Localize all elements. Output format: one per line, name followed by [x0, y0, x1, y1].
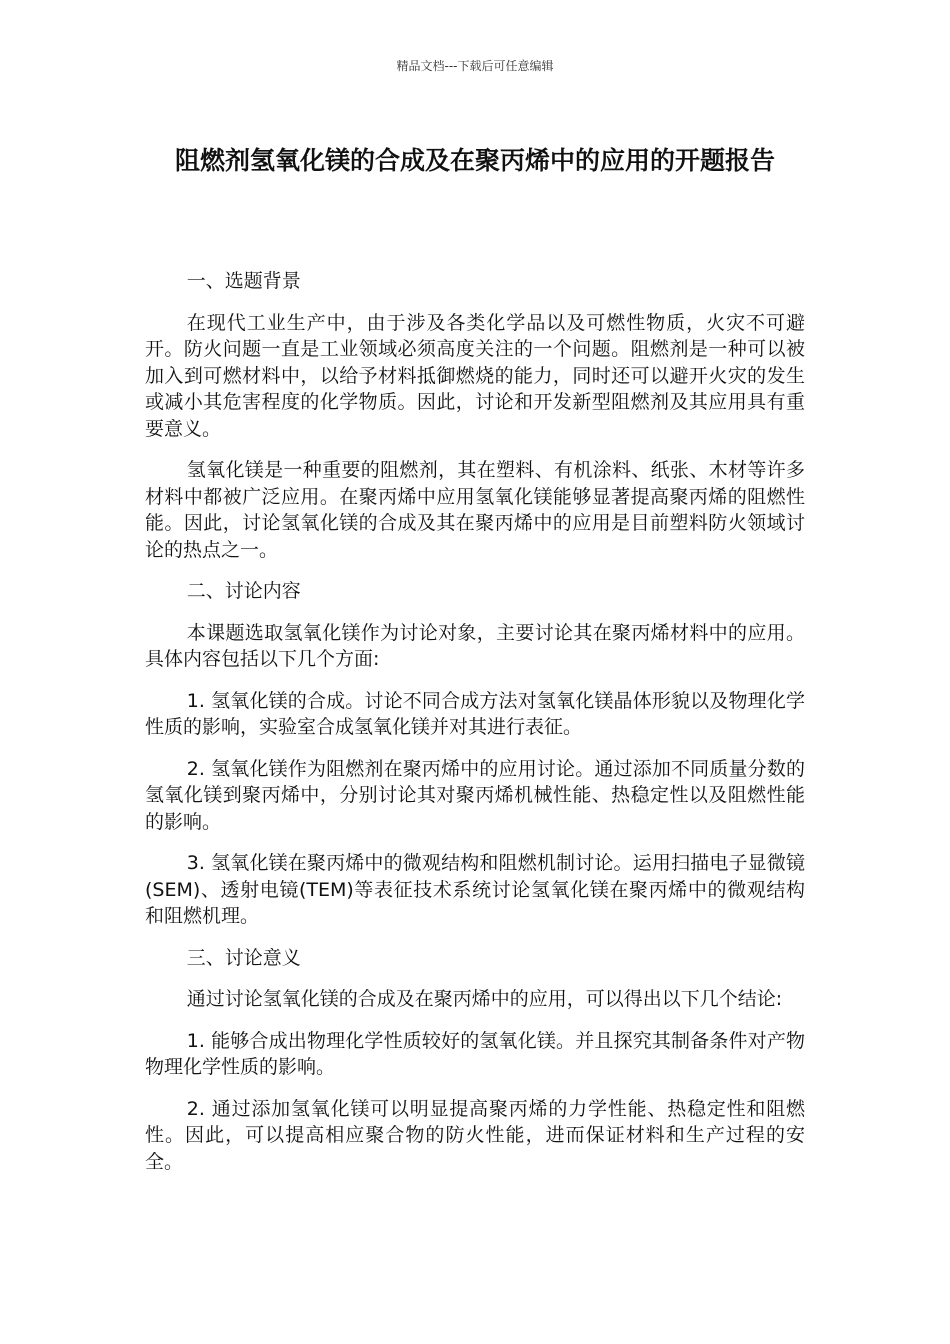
paragraph: 通过讨论氢氧化镁的合成及在聚丙烯中的应用，可以得出以下几个结论: — [186, 988, 783, 1010]
list-item: 2. 通过添加氢氧化镁可以明显提高聚丙烯的力学性能、热稳定性和阻燃性。因此，可以提高相应聚合物的防火性能，进而保证材料和生产过程的安全。 — [145, 1097, 805, 1173]
header-note: 精品文档---下载后可任意编辑 — [396, 59, 554, 73]
document-body — [145, 268, 805, 1190]
list-item: 3. 氢氧化镁在聚丙烯中的微观结构和阻燃机制讨论。运用扫描电子显微镜 (SEM)、透射电镜(TEM)等表征技术系统讨论氢氧化镁在聚丙烯中的微观结构和阻燃机理。 — [145, 852, 805, 927]
paragraph: 本课题选取氢氧化镁作为讨论对象，主要讨论其在聚丙烯材料中的应用。具体内容包括以下几个方面: — [145, 621, 805, 670]
paragraph: 氢氧化镁是一种重要的阻燃剂，其在塑料、有机涂料、纸张、木材等许多材料中都被广泛应用。在聚丙烯中应用氢氧化镁能够显著提高聚丙烯的阻燃性能。因此，讨论氢氧化镁的合成及其在聚丙烯中的应用是目前塑料防火领域讨论的热点之一。 — [145, 459, 805, 561]
section-heading-content: 二、讨论内容 — [186, 580, 301, 602]
list-item: 1. 氢氧化镁的合成。讨论不同合成方法对氢氧化镁晶体形貌以及物理化学性质的影响，实验室合成氢氧化镁并对其进行表征。 — [145, 689, 805, 738]
document-title: 阻燃剂氢氧化镁的合成及在聚丙烯中的应用的开题报告 — [174, 146, 775, 175]
section-heading-background: 一、选题背景 — [186, 270, 301, 292]
list-item: 2. 氢氧化镁作为阻燃剂在聚丙烯中的应用讨论。通过添加不同质量分数的氢氧化镁到聚丙烯中，分别讨论其对聚丙烯机械性能、热稳定性以及阻燃性能的影响。 — [145, 757, 805, 833]
list-item: 1. 能够合成出物理化学性质较好的氢氧化镁。并且探究其制备条件对产物物理化学性质的影响。 — [145, 1029, 805, 1078]
paragraph: 在现代工业生产中，由于涉及各类化学品以及可燃性物质，火灾不可避开。防火问题一直是工业领域必须高度关注的一个问题。阻燃剂是一种可以被加入到可燃材料中，以给予材料抵御燃烧的能力，同时还可以避开火灾的发生或减小其危害程度的化学物质。因此，讨论和开发新型阻燃剂及其应用具有重要意义。 — [145, 311, 805, 440]
section-heading-significance: 三、讨论意义 — [186, 946, 301, 969]
